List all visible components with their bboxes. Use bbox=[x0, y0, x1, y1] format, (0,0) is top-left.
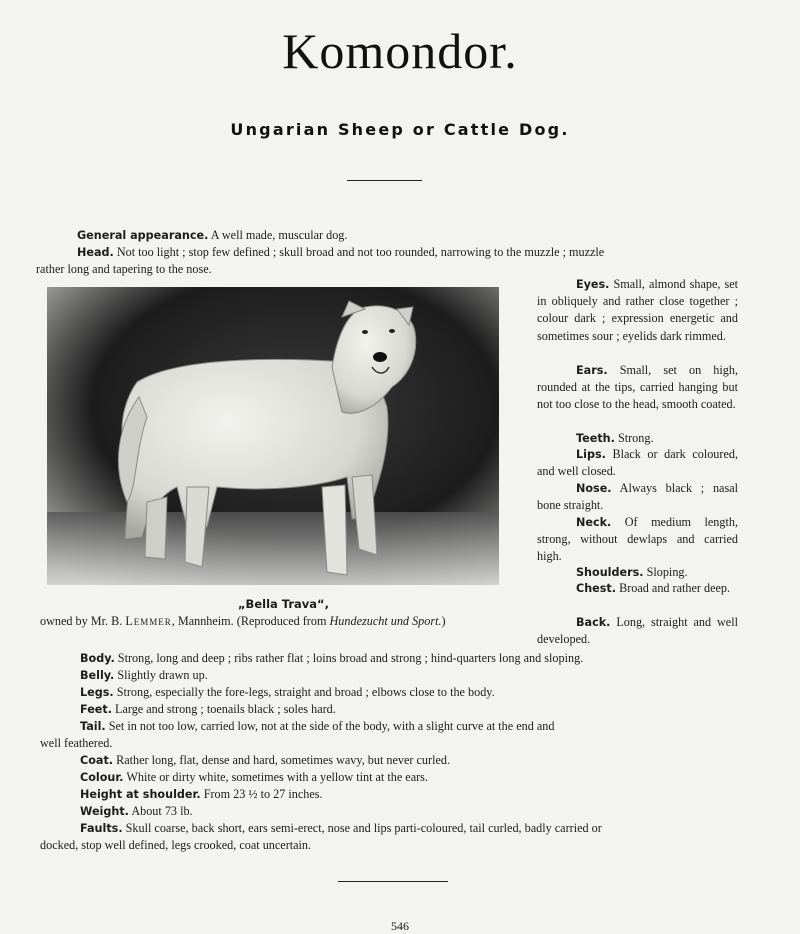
height-text: From 23 ½ to 27 inches. bbox=[203, 787, 323, 801]
coat-label: Coat. bbox=[80, 754, 114, 767]
weight-label: Weight. bbox=[80, 805, 129, 818]
belly-text: Slightly drawn up. bbox=[117, 668, 208, 682]
faults-line bbox=[80, 820, 602, 837]
nose-paragraph bbox=[537, 480, 738, 514]
shoulders-paragraph bbox=[537, 564, 738, 581]
ears-paragraph bbox=[537, 362, 738, 414]
shoulders-label: Shoulders. bbox=[576, 566, 644, 579]
coat-line bbox=[80, 752, 450, 769]
back-text: Long, straight and well developed. bbox=[537, 615, 738, 647]
body-label: Body. bbox=[80, 652, 115, 665]
feet-line bbox=[80, 701, 336, 718]
height-line bbox=[80, 786, 323, 803]
neck-text: Of medium length, strong, without dewlaps and carried high. bbox=[537, 515, 738, 564]
dog-name: „Bella Trava“, bbox=[238, 597, 329, 611]
caption-owned-prefix: owned by Mr. B. bbox=[40, 614, 123, 628]
belly-label: Belly. bbox=[80, 669, 115, 682]
tail-text: Set in not too low, carried low, not at the side of the body, with a slight curve at the end and bbox=[108, 719, 555, 733]
eyes-text: Small, almond shape, set in obliquely and rather close together ; colour dark ; expression energetic and sometimes sour ; eyelids dark rimmed. bbox=[537, 277, 738, 343]
legs-line bbox=[80, 684, 495, 701]
faults-line-2: docked, stop well defined, legs crooked, coat uncertain. bbox=[40, 838, 312, 852]
caption-owner: Lemmer bbox=[125, 614, 172, 628]
teeth-paragraph bbox=[537, 430, 738, 447]
coat-text: Rather long, flat, dense and hard, sometimes wavy, but never curled. bbox=[116, 753, 451, 767]
top-divider bbox=[347, 180, 422, 181]
feet-text: Large and strong ; toenails black ; soles hard. bbox=[115, 702, 336, 716]
weight-text: About 73 lb. bbox=[131, 804, 193, 818]
bottom-divider bbox=[338, 881, 448, 882]
page-subtitle: Ungarian Sheep or Cattle Dog. bbox=[230, 120, 570, 139]
tail-line-2: well feathered. bbox=[40, 736, 113, 750]
tail-label: Tail. bbox=[80, 720, 106, 733]
head-line bbox=[77, 244, 604, 261]
chest-paragraph bbox=[537, 580, 738, 597]
tail-line bbox=[80, 718, 554, 735]
nose-text: Always black ; nasal bone straight. bbox=[537, 481, 738, 513]
teeth-text: Strong. bbox=[617, 431, 654, 445]
shoulders-text: Sloping. bbox=[646, 565, 688, 579]
back-paragraph bbox=[537, 614, 738, 648]
body-text: Strong, long and deep ; ribs rather flat ; loins broad and strong ; hind-quarters long and sloping. bbox=[117, 651, 584, 665]
ears-text: Small, set on high, rounded at the tips, carried hanging but not too close to the head, smooth coated. bbox=[537, 363, 738, 412]
lips-paragraph bbox=[537, 446, 738, 480]
chest-label: Chest. bbox=[576, 582, 617, 595]
dog-photograph bbox=[47, 287, 499, 585]
caption-mid: , Mannheim. (Reproduced from bbox=[171, 614, 327, 628]
chest-text: Broad and rather deep. bbox=[619, 581, 731, 595]
page-title: Komondor. bbox=[282, 23, 518, 79]
nose-label: Nose. bbox=[576, 482, 612, 495]
ears-label: Ears. bbox=[576, 364, 608, 377]
neck-paragraph bbox=[537, 514, 738, 566]
caption-close: ) bbox=[441, 614, 446, 628]
photo-caption-credit bbox=[40, 614, 446, 629]
colour-text: White or dirty white, sometimes with a yellow tint at the ears. bbox=[126, 770, 428, 784]
general-appearance-line bbox=[77, 227, 347, 244]
faults-label: Faults. bbox=[80, 822, 123, 835]
colour-line bbox=[80, 769, 428, 786]
legs-label: Legs. bbox=[80, 686, 114, 699]
back-label: Back. bbox=[576, 616, 611, 629]
general-appearance-text: A well made, muscular dog. bbox=[210, 228, 348, 242]
head-line-2: rather long and tapering to the nose. bbox=[36, 262, 212, 276]
body-line bbox=[80, 650, 583, 667]
photo-caption-name bbox=[238, 597, 329, 612]
feet-label: Feet. bbox=[80, 703, 112, 716]
belly-line bbox=[80, 667, 208, 684]
general-appearance-label: General appearance. bbox=[77, 229, 209, 242]
height-label: Height at shoulder. bbox=[80, 788, 201, 801]
neck-label: Neck. bbox=[576, 516, 612, 529]
lips-text: Black or dark coloured, and well closed. bbox=[537, 447, 738, 479]
page-number: 546 bbox=[391, 919, 409, 933]
dog-illustration bbox=[47, 287, 499, 585]
legs-text: Strong, especially the fore-legs, straight and broad ; elbows close to the body. bbox=[116, 685, 495, 699]
head-text: Not too light ; stop few defined ; skull broad and not too rounded, narrowing to the muzzle ; muzzle bbox=[116, 245, 605, 259]
weight-line bbox=[80, 803, 193, 820]
teeth-label: Teeth. bbox=[576, 432, 615, 445]
lips-label: Lips. bbox=[576, 448, 606, 461]
colour-label: Colour. bbox=[80, 771, 124, 784]
caption-source: Hundezucht und Sport. bbox=[329, 614, 442, 628]
right-column-text bbox=[537, 276, 738, 345]
eyes-label: Eyes. bbox=[576, 278, 610, 291]
head-label: Head. bbox=[77, 246, 114, 259]
faults-text: Skull coarse, back short, ears semi-erect, nose and lips parti-coloured, tail curled, badly carried or bbox=[125, 821, 602, 835]
